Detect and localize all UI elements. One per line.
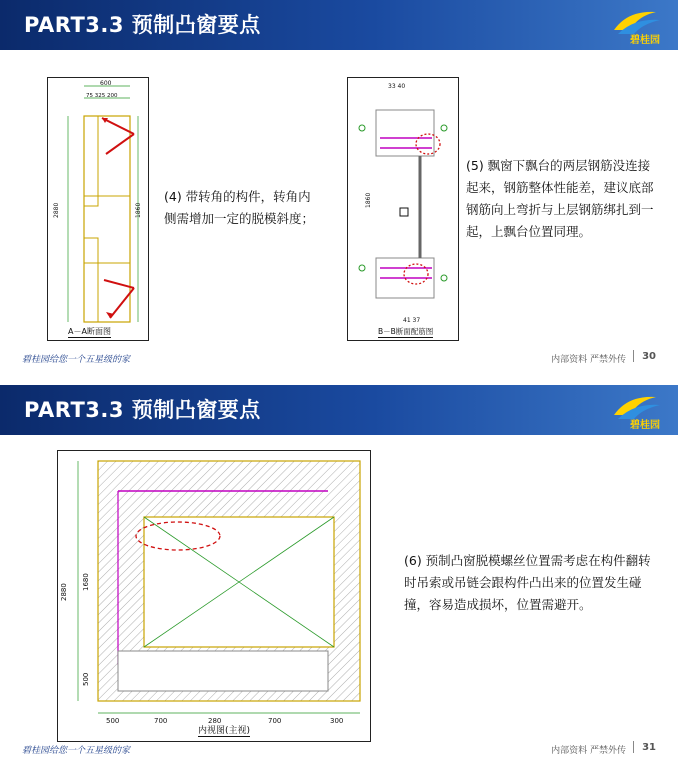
- drawing-b-b-section: [347, 77, 459, 341]
- inner-view-svg: [58, 451, 370, 741]
- caption-right: (5) 飘窗下飘台的两层钢筋没连接起来，钢筋整体性能差，建议底部钢筋向上弯折与上层钢筋绑扎到一起，上飘台位置同理。: [466, 158, 654, 239]
- slide-title: PART3.3 预制凸窗要点: [24, 13, 261, 37]
- caption-left: (4) 带转角的构件，转角内侧需增加一定的脱模斜度；: [164, 189, 315, 226]
- dim-bottom-4: 700: [268, 717, 282, 725]
- page-number: 30: [642, 351, 656, 362]
- dim-bottom-1: 500: [106, 717, 120, 725]
- drawing-a-a-section: [47, 77, 149, 341]
- svg-text:33 40: 33 40: [388, 83, 406, 90]
- svg-text:1860: 1860: [365, 192, 372, 208]
- svg-text:41 37: 41 37: [403, 317, 421, 324]
- dim-left-1: 2880: [60, 583, 68, 601]
- footer-slogan: 碧桂园给您一个五星级的家: [22, 355, 131, 365]
- caption-right: (6) 预制凸窗脱模螺丝位置需考虑在构件翻转时吊索或吊链会跟构件凸出来的位置发生碰撞，容易造成损坏，位置需避开。: [404, 553, 651, 612]
- logo-text: 碧桂园: [630, 420, 660, 431]
- slide-header: [0, 0, 678, 50]
- dim-bottom-3: 280: [208, 717, 222, 725]
- dim-bottom-2: 700: [154, 717, 168, 725]
- svg-text:1860: 1860: [135, 202, 142, 218]
- drawing-inner-view: [57, 450, 371, 742]
- section-a-a-svg: [48, 78, 148, 340]
- slide-31: [0, 385, 678, 770]
- footer-separator: [633, 741, 634, 753]
- drawing-label-left: A－A断面图: [68, 327, 111, 336]
- footer-note: 内部资料 严禁外传: [551, 746, 626, 756]
- section-b-b-svg: [348, 78, 458, 340]
- dim-bottom-5: 300: [330, 717, 344, 725]
- logo-text: 碧桂园: [630, 35, 660, 46]
- page-number: 31: [642, 742, 656, 753]
- dim-left-2: 1680: [82, 573, 90, 591]
- footer-slogan: 碧桂园给您一个五星级的家: [22, 746, 131, 756]
- svg-text:75 325 200: 75 325 200: [86, 93, 118, 99]
- footer-separator: [633, 350, 634, 362]
- drawing-label-right: B－B断面配筋图: [378, 327, 434, 336]
- svg-text:600: 600: [100, 80, 112, 87]
- slide-title: PART3.3 预制凸窗要点: [24, 398, 261, 422]
- footer-note: 内部资料 严禁外传: [551, 355, 626, 365]
- slide-header: [0, 385, 678, 435]
- svg-text:2880: 2880: [53, 202, 60, 218]
- dim-left-3: 500: [82, 672, 90, 686]
- drawing-label: 内视图(主视): [198, 723, 250, 737]
